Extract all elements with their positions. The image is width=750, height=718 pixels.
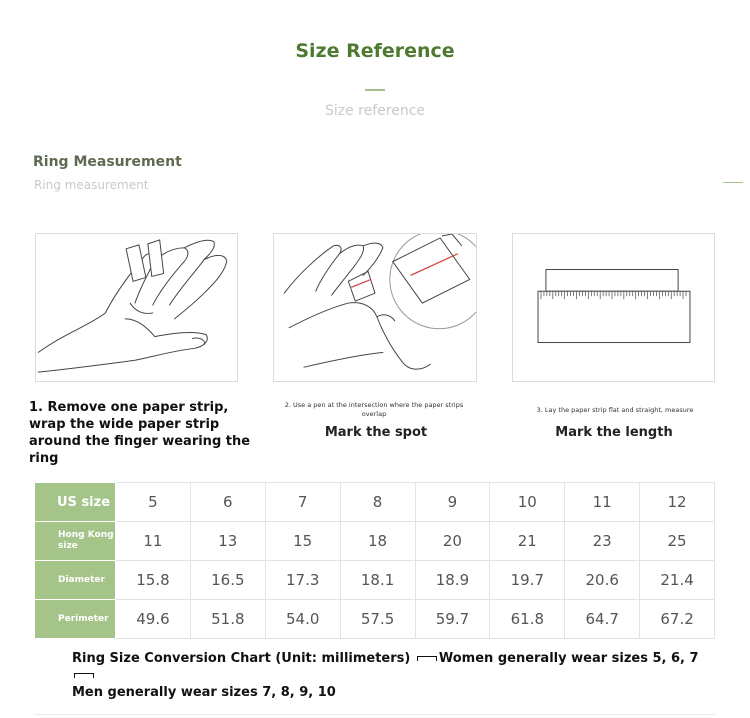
title-divider (365, 89, 385, 91)
step2-mark-illustration (273, 233, 477, 382)
bracket-divider (74, 673, 94, 678)
size-caption (72, 650, 712, 701)
mark-spot-magnifier-icon (274, 234, 476, 381)
table-cell: 11 (565, 483, 640, 522)
step2-label: Mark the spot (324, 425, 428, 440)
table-cell: 67.2 (640, 600, 715, 639)
table-cell: 20 (415, 522, 490, 561)
caption-women-sizes: Women generally wear sizes 5, 6, 7 (438, 651, 699, 666)
table-cell: 10 (490, 483, 565, 522)
table-cell: 19.7 (490, 561, 565, 600)
table-cell: 15 (265, 522, 340, 561)
table-cell: 57.5 (340, 600, 415, 639)
table-cell: 21.4 (640, 561, 715, 600)
table-cell: 15.8 (116, 561, 191, 600)
step1-instruction: 1. Remove one paper strip, wrap the wide paper strip around the finger wearing the ring (29, 400, 251, 466)
step1-hand-illustration (35, 233, 238, 382)
table-cell: 8 (340, 483, 415, 522)
row-header: Diameter (35, 561, 116, 600)
row-header: Hong Kong size (35, 522, 116, 561)
section-divider (723, 182, 743, 183)
caption-men-sizes: Men generally wear sizes 7, 8, 9, 10 (72, 685, 336, 700)
table-cell: 18.1 (340, 561, 415, 600)
table-row (35, 561, 715, 600)
table-cell: 54.0 (265, 600, 340, 639)
table-cell: 25 (640, 522, 715, 561)
section-subtitle: Ring measurement (34, 178, 149, 192)
table-cell: 7 (265, 483, 340, 522)
table-cell: 18 (340, 522, 415, 561)
step3-note: 3. Lay the paper strip flat and straight, measure (536, 406, 694, 414)
step3-label: Mark the length (555, 425, 673, 440)
bottom-divider (34, 714, 715, 715)
section-title: Ring Measurement (33, 154, 182, 170)
page-title: Size Reference (295, 40, 455, 62)
table-row (35, 600, 715, 639)
table-row (35, 483, 715, 522)
table-cell: 23 (565, 522, 640, 561)
step3-ruler-illustration (512, 233, 715, 382)
ruler-strip-icon (513, 234, 714, 381)
table-cell: 5 (116, 483, 191, 522)
hand-wrap-strip-icon (36, 234, 237, 381)
table-cell: 64.7 (565, 600, 640, 639)
table-cell: 51.8 (190, 600, 265, 639)
table-cell: 21 (490, 522, 565, 561)
size-conversion-table (34, 482, 715, 639)
caption-chart-unit: Ring Size Conversion Chart (Unit: millimeters) (72, 651, 411, 666)
table-cell: 12 (640, 483, 715, 522)
bracket-divider (417, 656, 437, 661)
table-cell: 61.8 (490, 600, 565, 639)
table-cell: 9 (415, 483, 490, 522)
table-cell: 59.7 (415, 600, 490, 639)
table-cell: 20.6 (565, 561, 640, 600)
page-subtitle: Size reference (324, 103, 426, 119)
row-header: US size (35, 483, 116, 522)
table-cell: 6 (190, 483, 265, 522)
table-row (35, 522, 715, 561)
table-cell: 11 (116, 522, 191, 561)
table-cell: 49.6 (116, 600, 191, 639)
step2-note: 2. Use a pen at the intersection where the paper strips overlap (284, 401, 464, 418)
table-cell: 16.5 (190, 561, 265, 600)
table-cell: 17.3 (265, 561, 340, 600)
table-cell: 13 (190, 522, 265, 561)
table-cell: 18.9 (415, 561, 490, 600)
row-header: Perimeter (35, 600, 116, 639)
